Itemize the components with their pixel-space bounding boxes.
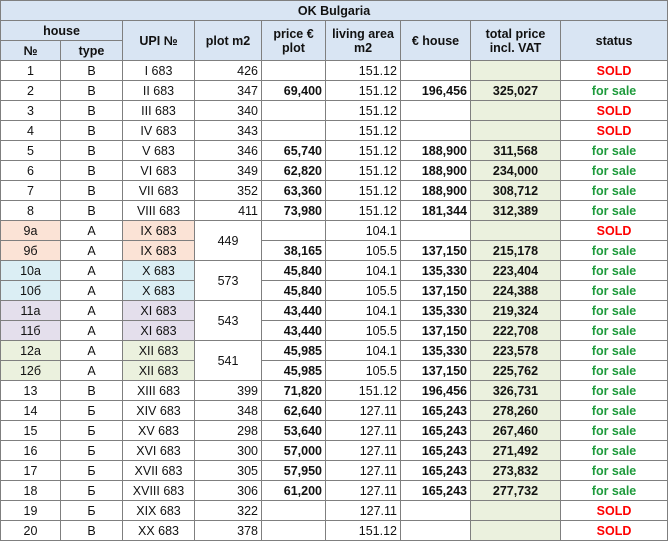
cell-no: 9a: [1, 221, 61, 241]
cell-upi: XX 683: [123, 521, 195, 541]
cell-plot: 298: [195, 421, 262, 441]
cell-living-area: 104.1: [326, 301, 401, 321]
cell-living-area: 151.12: [326, 201, 401, 221]
cell-price-plot: 69,400: [262, 81, 326, 101]
cell-euro-house: 135,330: [401, 261, 471, 281]
cell-price-plot: [262, 221, 326, 241]
cell-total-price: [471, 221, 561, 241]
cell-no: 12б: [1, 361, 61, 381]
cell-plot: 305: [195, 461, 262, 481]
cell-upi: VIII 683: [123, 201, 195, 221]
cell-status: for sale: [561, 301, 668, 321]
cell-upi: VII 683: [123, 181, 195, 201]
cell-total-price: [471, 101, 561, 121]
cell-upi: XI 683: [123, 301, 195, 321]
cell-type: Б: [61, 501, 123, 521]
cell-type: Б: [61, 401, 123, 421]
cell-plot: 352: [195, 181, 262, 201]
cell-living-area: 105.5: [326, 241, 401, 261]
table-row: [1, 201, 668, 221]
cell-type: B: [61, 101, 123, 121]
cell-type: A: [61, 221, 123, 241]
cell-total-price: [471, 61, 561, 81]
cell-plot: 346: [195, 141, 262, 161]
cell-total-price: 326,731: [471, 381, 561, 401]
table-row: [1, 101, 668, 121]
cell-upi: II 683: [123, 81, 195, 101]
cell-status: for sale: [561, 181, 668, 201]
table-row: [1, 81, 668, 101]
cell-status: SOLD: [561, 101, 668, 121]
cell-status: for sale: [561, 141, 668, 161]
cell-no: 2: [1, 81, 61, 101]
cell-price-plot: 65,740: [262, 141, 326, 161]
cell-living-area: 127.11: [326, 461, 401, 481]
cell-price-plot: 62,820: [262, 161, 326, 181]
cell-type: Б: [61, 421, 123, 441]
table-row: [1, 501, 668, 521]
cell-upi: XII 683: [123, 341, 195, 361]
cell-price-plot: 45,840: [262, 281, 326, 301]
cell-price-plot: 62,640: [262, 401, 326, 421]
cell-upi: XVI 683: [123, 441, 195, 461]
cell-euro-house: 181,344: [401, 201, 471, 221]
cell-plot: 322: [195, 501, 262, 521]
cell-upi: IX 683: [123, 221, 195, 241]
header-price-plot: [262, 21, 326, 61]
cell-price-plot: [262, 521, 326, 541]
header-living-line2: m2: [353, 40, 373, 55]
cell-total-price: 273,832: [471, 461, 561, 481]
cell-plot: 573: [195, 261, 262, 301]
cell-price-plot: [262, 501, 326, 521]
cell-plot: 300: [195, 441, 262, 461]
header-upi: UPI №: [123, 21, 195, 61]
table-row: [1, 161, 668, 181]
table-row: [1, 241, 668, 261]
cell-plot: 306: [195, 481, 262, 501]
cell-no: 15: [1, 421, 61, 441]
header-status: status: [561, 21, 668, 61]
cell-price-plot: [262, 101, 326, 121]
cell-status: for sale: [561, 441, 668, 461]
cell-upi: XV 683: [123, 421, 195, 441]
cell-upi: X 683: [123, 261, 195, 281]
cell-type: B: [61, 381, 123, 401]
cell-price-plot: 71,820: [262, 381, 326, 401]
cell-type: Б: [61, 441, 123, 461]
cell-plot: 343: [195, 121, 262, 141]
cell-type: Б: [61, 461, 123, 481]
table-row: [1, 61, 668, 81]
cell-no: 11a: [1, 301, 61, 321]
cell-euro-house: 165,243: [401, 441, 471, 461]
cell-euro-house: 196,456: [401, 81, 471, 101]
cell-living-area: 151.12: [326, 121, 401, 141]
cell-plot: 449: [195, 221, 262, 261]
table-row: [1, 461, 668, 481]
cell-no: 6: [1, 161, 61, 181]
cell-total-price: 277,732: [471, 481, 561, 501]
cell-upi: IX 683: [123, 241, 195, 261]
cell-price-plot: 63,360: [262, 181, 326, 201]
cell-upi: I 683: [123, 61, 195, 81]
cell-euro-house: 165,243: [401, 461, 471, 481]
header-total-line2: incl. VAT: [489, 40, 542, 55]
cell-total-price: 225,762: [471, 361, 561, 381]
cell-living-area: 127.11: [326, 421, 401, 441]
header-no: №: [1, 41, 61, 61]
cell-type: B: [61, 161, 123, 181]
cell-upi: XIX 683: [123, 501, 195, 521]
cell-status: for sale: [561, 381, 668, 401]
cell-status: for sale: [561, 401, 668, 421]
cell-price-plot: 53,640: [262, 421, 326, 441]
cell-living-area: 104.1: [326, 261, 401, 281]
table-row: [1, 321, 668, 341]
cell-status: SOLD: [561, 121, 668, 141]
cell-no: 8: [1, 201, 61, 221]
table-row: [1, 421, 668, 441]
cell-plot: 348: [195, 401, 262, 421]
cell-no: 1: [1, 61, 61, 81]
cell-plot: 426: [195, 61, 262, 81]
cell-plot: 541: [195, 341, 262, 381]
cell-upi: V 683: [123, 141, 195, 161]
table-row: [1, 181, 668, 201]
cell-status: for sale: [561, 421, 668, 441]
cell-no: 13: [1, 381, 61, 401]
cell-type: A: [61, 241, 123, 261]
cell-type: A: [61, 341, 123, 361]
cell-living-area: 151.12: [326, 161, 401, 181]
cell-plot: 340: [195, 101, 262, 121]
cell-total-price: [471, 521, 561, 541]
cell-price-plot: 57,000: [262, 441, 326, 461]
cell-upi: XI 683: [123, 321, 195, 341]
cell-euro-house: [401, 521, 471, 541]
cell-euro-house: 196,456: [401, 381, 471, 401]
cell-total-price: [471, 121, 561, 141]
cell-euro-house: 188,900: [401, 181, 471, 201]
cell-living-area: 127.11: [326, 501, 401, 521]
cell-total-price: 224,388: [471, 281, 561, 301]
cell-upi: XII 683: [123, 361, 195, 381]
cell-euro-house: 188,900: [401, 141, 471, 161]
cell-status: for sale: [561, 361, 668, 381]
cell-plot: 399: [195, 381, 262, 401]
cell-no: 20: [1, 521, 61, 541]
cell-status: SOLD: [561, 61, 668, 81]
cell-type: A: [61, 301, 123, 321]
table-row: [1, 361, 668, 381]
cell-euro-house: 137,150: [401, 361, 471, 381]
cell-living-area: 151.12: [326, 181, 401, 201]
cell-upi: XIV 683: [123, 401, 195, 421]
cell-upi: IV 683: [123, 121, 195, 141]
cell-euro-house: 165,243: [401, 401, 471, 421]
table-row: [1, 341, 668, 361]
cell-living-area: 104.1: [326, 341, 401, 361]
cell-type: A: [61, 361, 123, 381]
cell-status: for sale: [561, 81, 668, 101]
cell-no: 10a: [1, 261, 61, 281]
header-living-line1: living area: [332, 26, 394, 41]
header-price-plot-line1: price €: [273, 26, 314, 41]
cell-total-price: [471, 501, 561, 521]
cell-total-price: 215,178: [471, 241, 561, 261]
cell-status: for sale: [561, 481, 668, 501]
cell-total-price: 325,027: [471, 81, 561, 101]
cell-no: 11б: [1, 321, 61, 341]
cell-euro-house: 137,150: [401, 241, 471, 261]
table-row: [1, 481, 668, 501]
cell-euro-house: 137,150: [401, 281, 471, 301]
cell-total-price: 278,260: [471, 401, 561, 421]
cell-price-plot: 45,840: [262, 261, 326, 281]
cell-type: A: [61, 321, 123, 341]
table-row: [1, 521, 668, 541]
cell-upi: X 683: [123, 281, 195, 301]
cell-upi: XIII 683: [123, 381, 195, 401]
header-type: type: [61, 41, 123, 61]
cell-status: for sale: [561, 201, 668, 221]
cell-status: for sale: [561, 261, 668, 281]
cell-upi: III 683: [123, 101, 195, 121]
cell-euro-house: 137,150: [401, 321, 471, 341]
cell-status: for sale: [561, 341, 668, 361]
table-row: [1, 401, 668, 421]
cell-euro-house: [401, 101, 471, 121]
cell-no: 9б: [1, 241, 61, 261]
cell-status: for sale: [561, 461, 668, 481]
cell-living-area: 105.5: [326, 281, 401, 301]
table-row: [1, 261, 668, 281]
header-price-plot-line2: plot: [282, 40, 305, 55]
cell-living-area: 105.5: [326, 361, 401, 381]
cell-living-area: 151.12: [326, 381, 401, 401]
cell-upi: VI 683: [123, 161, 195, 181]
cell-no: 19: [1, 501, 61, 521]
header-living-area: [326, 21, 401, 61]
cell-total-price: 311,568: [471, 141, 561, 161]
cell-plot: 543: [195, 301, 262, 341]
cell-living-area: 127.11: [326, 481, 401, 501]
cell-euro-house: [401, 501, 471, 521]
cell-price-plot: 73,980: [262, 201, 326, 221]
cell-plot: 378: [195, 521, 262, 541]
cell-total-price: 223,404: [471, 261, 561, 281]
cell-no: 12a: [1, 341, 61, 361]
cell-living-area: 151.12: [326, 101, 401, 121]
cell-status: SOLD: [561, 521, 668, 541]
cell-price-plot: 61,200: [262, 481, 326, 501]
table-row: [1, 441, 668, 461]
cell-type: B: [61, 141, 123, 161]
cell-type: B: [61, 521, 123, 541]
cell-type: B: [61, 181, 123, 201]
table-row: [1, 301, 668, 321]
cell-type: B: [61, 121, 123, 141]
table-row: [1, 141, 668, 161]
cell-total-price: 219,324: [471, 301, 561, 321]
cell-total-price: 271,492: [471, 441, 561, 461]
cell-total-price: 312,389: [471, 201, 561, 221]
cell-euro-house: 165,243: [401, 481, 471, 501]
cell-euro-house: 165,243: [401, 421, 471, 441]
cell-no: 17: [1, 461, 61, 481]
header-total-price: [471, 21, 561, 61]
cell-price-plot: 43,440: [262, 321, 326, 341]
cell-plot: 349: [195, 161, 262, 181]
cell-type: A: [61, 281, 123, 301]
header-euro-house: € house: [401, 21, 471, 61]
cell-price-plot: 45,985: [262, 361, 326, 381]
cell-no: 5: [1, 141, 61, 161]
cell-no: 14: [1, 401, 61, 421]
cell-euro-house: 135,330: [401, 301, 471, 321]
cell-price-plot: [262, 61, 326, 81]
cell-plot: 347: [195, 81, 262, 101]
cell-price-plot: 57,950: [262, 461, 326, 481]
cell-type: B: [61, 61, 123, 81]
cell-plot: 411: [195, 201, 262, 221]
cell-total-price: 267,460: [471, 421, 561, 441]
table-row: [1, 121, 668, 141]
cell-type: B: [61, 201, 123, 221]
header-house: house: [1, 21, 123, 41]
cell-status: SOLD: [561, 221, 668, 241]
cell-euro-house: [401, 221, 471, 241]
header-total-line1: total price: [485, 26, 546, 41]
cell-status: for sale: [561, 281, 668, 301]
table-row: [1, 221, 668, 241]
cell-no: 3: [1, 101, 61, 121]
header-plot: plot m2: [195, 21, 262, 61]
cell-type: A: [61, 261, 123, 281]
cell-living-area: 151.12: [326, 61, 401, 81]
cell-living-area: 151.12: [326, 141, 401, 161]
cell-living-area: 105.5: [326, 321, 401, 341]
cell-total-price: 308,712: [471, 181, 561, 201]
cell-price-plot: 45,985: [262, 341, 326, 361]
cell-no: 16: [1, 441, 61, 461]
cell-price-plot: [262, 121, 326, 141]
cell-total-price: 234,000: [471, 161, 561, 181]
cell-living-area: 127.11: [326, 401, 401, 421]
cell-no: 7: [1, 181, 61, 201]
cell-euro-house: 135,330: [401, 341, 471, 361]
cell-status: for sale: [561, 161, 668, 181]
cell-living-area: 104.1: [326, 221, 401, 241]
cell-total-price: 223,578: [471, 341, 561, 361]
cell-living-area: 127.11: [326, 441, 401, 461]
table-row: [1, 281, 668, 301]
cell-euro-house: [401, 61, 471, 81]
cell-price-plot: 38,165: [262, 241, 326, 261]
cell-upi: XVII 683: [123, 461, 195, 481]
cell-price-plot: 43,440: [262, 301, 326, 321]
cell-status: for sale: [561, 321, 668, 341]
cell-euro-house: 188,900: [401, 161, 471, 181]
cell-no: 18: [1, 481, 61, 501]
cell-no: 4: [1, 121, 61, 141]
cell-upi: XVIII 683: [123, 481, 195, 501]
cell-type: B: [61, 81, 123, 101]
cell-living-area: 151.12: [326, 81, 401, 101]
cell-living-area: 151.12: [326, 521, 401, 541]
cell-type: Б: [61, 481, 123, 501]
table-row: [1, 381, 668, 401]
cell-no: 10б: [1, 281, 61, 301]
cell-status: SOLD: [561, 501, 668, 521]
sheet-title: OK Bulgaria: [1, 1, 668, 21]
cell-status: for sale: [561, 241, 668, 261]
cell-total-price: 222,708: [471, 321, 561, 341]
cell-euro-house: [401, 121, 471, 141]
